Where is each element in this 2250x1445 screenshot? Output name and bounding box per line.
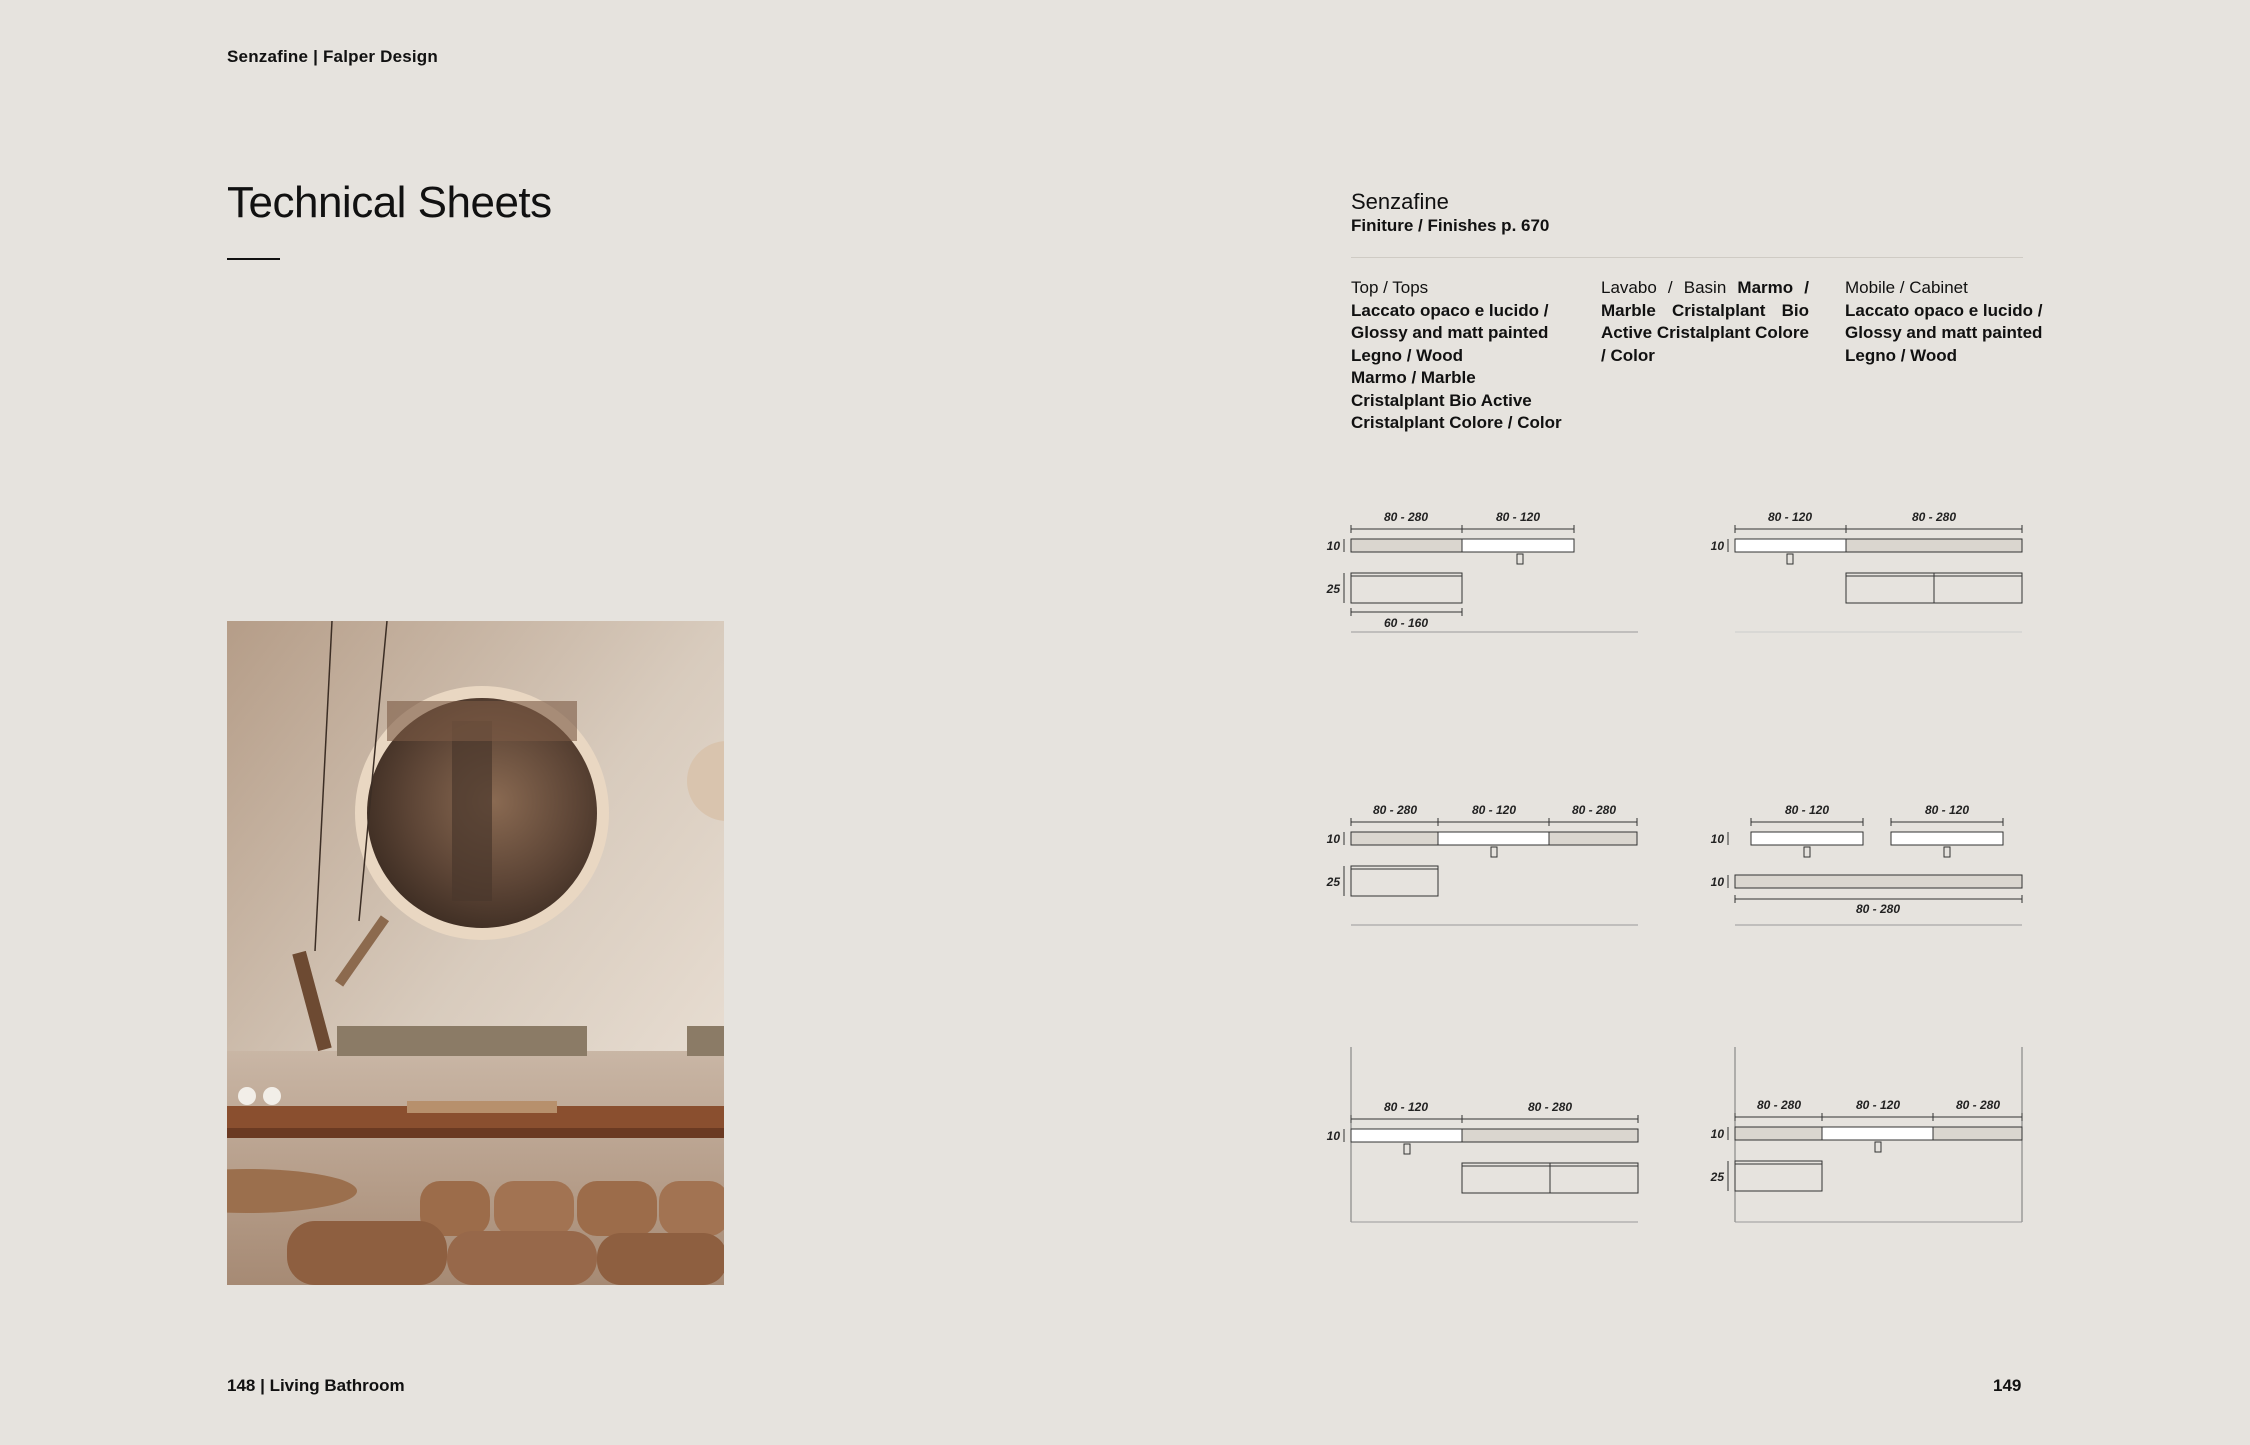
spec-value: Cristalplant Colore / Color <box>1351 413 1562 432</box>
spec-column-basin <box>1601 277 1809 367</box>
dim-top-b: 80 - 120 <box>1471 803 1517 817</box>
dim-height-cabinet: 25 <box>1326 582 1340 596</box>
dim-height-top: 10 <box>1710 832 1724 846</box>
technical-drawing-3 <box>1310 798 1650 933</box>
running-head: Senzafine | Falper Design <box>227 47 438 66</box>
technical-drawing-6 <box>1694 1045 2034 1225</box>
page-title: Technical Sheets <box>227 178 552 227</box>
dim-height-top: 10 <box>1326 539 1340 553</box>
footer-page-number: 149 <box>1993 1376 2022 1395</box>
dim-top-a: 80 - 280 <box>1756 1098 1802 1112</box>
technical-drawing-4 <box>1694 798 2034 933</box>
dim-top-a: 80 - 120 <box>1767 510 1813 524</box>
title-divider <box>227 258 280 260</box>
spec-value: Legno / Wood <box>1845 345 1958 365</box>
dim-top-a: 80 - 280 <box>1372 803 1418 817</box>
technical-drawing-5 <box>1310 1045 1650 1225</box>
spec-label: Top / Tops <box>1351 278 1429 297</box>
dim-top-c: 80 - 280 <box>1571 803 1617 817</box>
dim-cabinet-width: 60 - 160 <box>1383 616 1429 630</box>
dim-shelf-width: 80 - 280 <box>1855 902 1901 916</box>
dim-height-top: 10 <box>1710 539 1724 553</box>
spec-divider <box>1351 257 2023 258</box>
dim-top-c: 80 - 280 <box>1955 1098 2001 1112</box>
spec-value: Laccato opaco e lucido / Glossy and matt painted <box>1351 300 1549 342</box>
dim-top-b: 80 - 120 <box>1855 1098 1901 1112</box>
dim-height-top: 10 <box>1326 1129 1340 1143</box>
spec-column-cabinet <box>1845 277 2055 367</box>
dim-height-shelf: 10 <box>1710 875 1724 889</box>
dim-top-a: 80 - 280 <box>1383 510 1429 524</box>
dim-top-b: 80 - 120 <box>1495 510 1541 524</box>
dim-height-top: 10 <box>1710 1127 1724 1141</box>
dim-top-b: 80 - 280 <box>1527 1100 1573 1114</box>
dim-top-b: 80 - 120 <box>1924 803 1970 817</box>
spec-value: Marmo / Marble <box>1351 368 1476 387</box>
dim-top-a: 80 - 120 <box>1784 803 1830 817</box>
dim-top-b: 80 - 280 <box>1911 510 1957 524</box>
spec-value: Legno / Wood <box>1351 345 1464 365</box>
dim-height-cabinet: 25 <box>1326 875 1340 889</box>
spec-label: Lavabo / Basin <box>1601 278 1727 297</box>
footer-left: 148 | Living Bathroom <box>227 1376 405 1395</box>
spec-label: Mobile / Cabinet <box>1845 278 1968 297</box>
bathroom-photo <box>227 621 724 1285</box>
product-name: Senzafine <box>1351 189 1449 214</box>
spec-value: Laccato opaco e lucido / Glossy and matt painted <box>1845 300 2043 342</box>
dim-height-top: 10 <box>1326 832 1340 846</box>
technical-drawing-1 <box>1310 505 1650 640</box>
technical-drawing-2 <box>1694 505 2034 640</box>
spec-value: Marmo / Marble Cristalplant Bio Active Cristalplant Colore / Color <box>1601 278 1810 365</box>
dim-top-a: 80 - 120 <box>1383 1100 1429 1114</box>
spec-column-tops <box>1351 277 1586 435</box>
dim-height-cabinet: 25 <box>1710 1170 1724 1184</box>
spec-value: Cristalplant Bio Active <box>1351 390 1532 410</box>
finishes-reference: Finiture / Finishes p. 670 <box>1351 216 1550 235</box>
